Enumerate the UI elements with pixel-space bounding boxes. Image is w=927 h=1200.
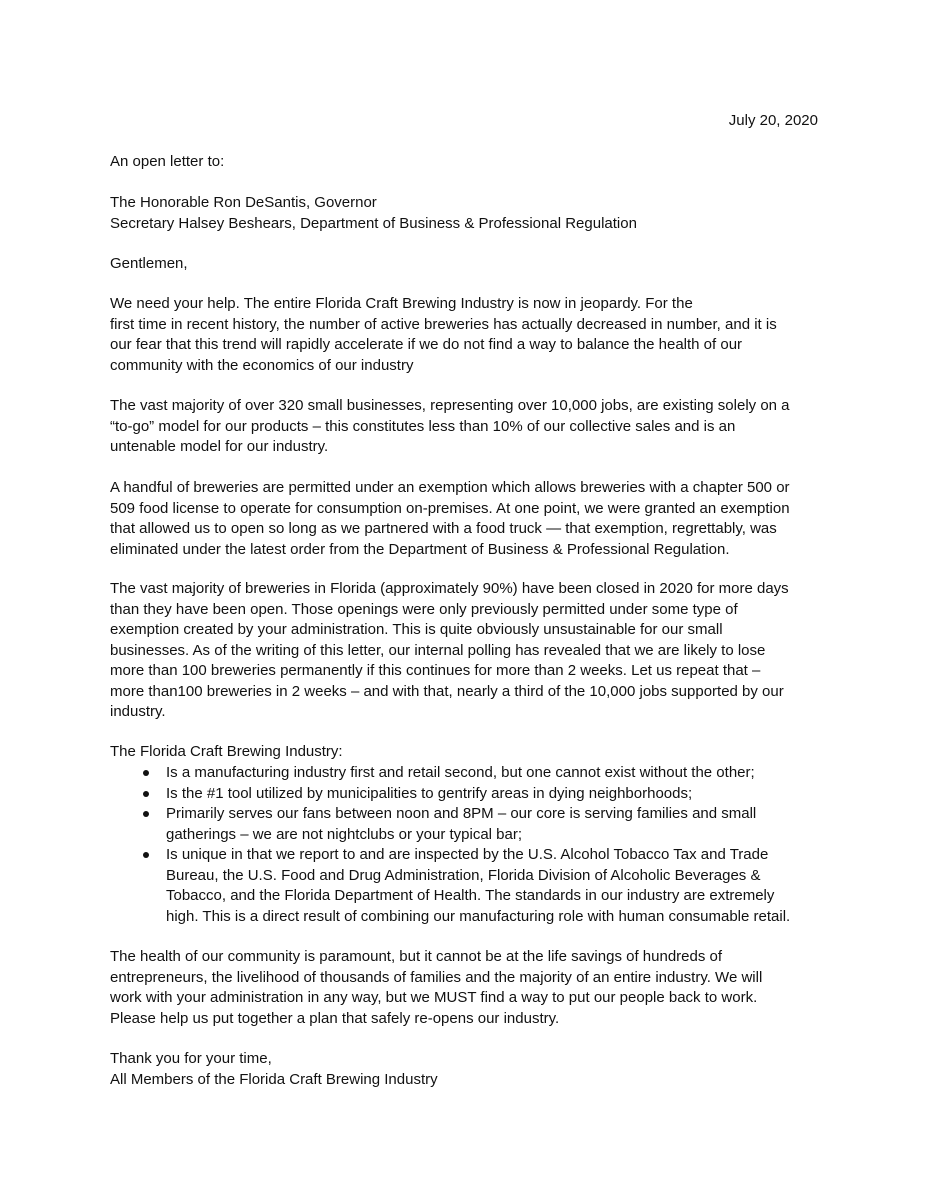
recipient-line: The Honorable Ron DeSantis, Governor: [110, 194, 377, 211]
list-item-line: gatherings – we are not nightclubs or your typical bar;: [166, 825, 523, 843]
list-item-line: Is unique in that we report to and are inspected by the U.S. Alcohol Tobacco Tax and Trade: [166, 846, 769, 863]
recipients: [110, 193, 822, 234]
letter-intro: An open letter to:: [110, 153, 225, 170]
list-item: [110, 804, 822, 845]
paragraph-line: Please help us put together a plan that safely re-opens our industry.: [110, 1009, 560, 1027]
bullet-icon: [110, 804, 166, 845]
list-item-line: high. This is a direct result of combining our manufacturing role with human consumable retail.: [166, 907, 791, 925]
paragraph-line: The vast majority of over 320 small businesses, representing over 10,000 jobs, are existing solely on a: [110, 397, 790, 414]
paragraph-line: industry.: [110, 703, 166, 720]
paragraph-line: A handful of breweries are permitted under an exemption which allows breweries with a chapter 500 or: [110, 479, 790, 496]
paragraph-line: more than100 breweries in 2 weeks – and with that, nearly a third of the 10,000 jobs supported by our: [110, 682, 784, 700]
paragraph-line: We need your help. The entire Florida Craft Brewing Industry is now in jeopardy. For the: [110, 295, 693, 312]
paragraph-line: The health of our community is paramount, but it cannot be at the life savings of hundreds of: [110, 948, 723, 965]
bullet-icon: [110, 763, 166, 784]
list-item-line: Tobacco, and the Florida Department of Health. The standards in our industry are extremely: [166, 887, 775, 904]
closing: Thank you for your time,: [110, 1050, 272, 1067]
paragraph-line: 509 food license to operate for consumption on-premises. At one point, we were granted an exemption: [110, 499, 790, 517]
paragraph-line: our fear that this trend will rapidly accelerate if we do not find a way to balance the health of our: [110, 336, 743, 353]
list-item-line: Primarily serves our fans between noon and 8PM – our core is serving families and small: [166, 805, 757, 822]
list-item: [110, 784, 822, 805]
list-item-line: Is a manufacturing industry first and retail second, but one cannot exist without the other;: [166, 764, 755, 781]
paragraph-line: untenable model for our industry.: [110, 438, 329, 455]
paragraph-line: community with the economics of our industry: [110, 356, 414, 374]
bullet-icon: [110, 784, 166, 805]
paragraph-line: work with your administration in any way, but we MUST find a way to put our people back to work.: [110, 989, 758, 1006]
paragraph-1: [110, 294, 822, 376]
bullet-list: [110, 763, 822, 927]
paragraph-line: entrepreneurs, the livelihood of thousands of families and the majority of an entire industry. We will: [110, 968, 763, 986]
paragraph-line: than they have been open. Those openings were only previously permitted under some type of: [110, 600, 738, 618]
bullet-icon: [110, 845, 166, 927]
list-heading: The Florida Craft Brewing Industry:: [110, 743, 343, 760]
closing-block: [110, 1049, 822, 1090]
paragraph-line: businesses. As of the writing of this letter, our internal polling has revealed that we are likely to lose: [110, 641, 766, 659]
paragraph-line: that allowed us to open so long as we partnered with a food truck — that exemption, regrettably, was: [110, 520, 777, 537]
recipient-line: Secretary Halsey Beshears, Department of Business & Professional Regulation: [110, 214, 637, 232]
paragraph-2: [110, 396, 822, 458]
paragraph-5: [110, 947, 822, 1029]
paragraph-line: exemption created by your administration. This is quite obviously unsustainable for our small: [110, 621, 723, 638]
paragraph-line: “to-go” model for our products – this constitutes less than 10% of our collective sales and is an: [110, 417, 736, 435]
paragraph-line: eliminated under the latest order from the Department of Business & Professional Regulation.: [110, 540, 730, 558]
signature: All Members of the Florida Craft Brewing Industry: [110, 1070, 438, 1088]
paragraph-4: [110, 579, 822, 723]
letter-date: July 20, 2020: [728, 112, 818, 129]
list-item: [110, 763, 822, 784]
paragraph-3: [110, 478, 822, 560]
salutation: Gentlemen,: [110, 255, 188, 272]
paragraph-line: more than 100 breweries permanently if this continues for more than 2 weeks. Let us repeat that –: [110, 662, 761, 679]
list-item-line: Bureau, the U.S. Food and Drug Administration, Florida Division of Alcoholic Beverages &: [166, 866, 761, 884]
list-item-line: Is the #1 tool utilized by municipalities to gentrify areas in dying neighborhoods;: [166, 784, 693, 802]
paragraph-line: The vast majority of breweries in Florida (approximately 90%) have been closed in 2020 for more days: [110, 580, 789, 597]
paragraph-line: first time in recent history, the number of active breweries has actually decreased in number, and it is: [110, 315, 777, 333]
list-item: [110, 845, 822, 927]
